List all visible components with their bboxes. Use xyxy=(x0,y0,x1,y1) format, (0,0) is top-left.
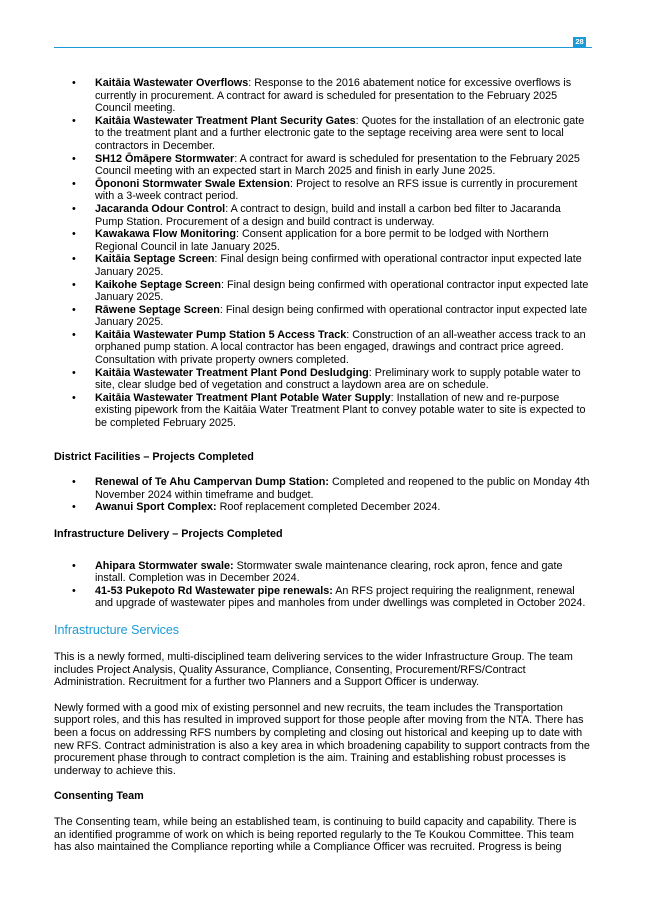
list-item xyxy=(54,253,590,278)
bullet-icon: • xyxy=(72,366,76,379)
item-text: : A contract for award is scheduled for presentation to the February 2025 Council meeting with an expected start in March 2025 and finish in early June 2025. xyxy=(95,152,580,178)
bullet-icon: • xyxy=(72,328,76,341)
item-title: Awanui Sport Complex: xyxy=(95,501,217,514)
list-item xyxy=(54,228,590,253)
paragraph-team-focus: Newly formed with a good mix of existing personnel and new recruits, the team includes the Transportation support roles, and this has resulted in improved support for those people after moving from the NTA. There has been a focus on addressing RFS numbers by completing and closing out historical and keeping up to date with new RFS. Contract administration is also a key area in which broadening capability to support contracts from the procurement phase through to contract completion is the aim. Training and establishing robust processes is underway to achieve this. xyxy=(54,701,590,777)
item-text: : Final design being confirmed with operational contractor input expected late January 2025. xyxy=(95,278,589,304)
bullet-icon: • xyxy=(72,152,76,165)
list-item xyxy=(54,476,590,501)
page-number: 28 xyxy=(573,37,586,47)
paragraph-consenting: The Consenting team, while being an established team, is continuing to build capacity and capability. There is an identified programme of work on which is being reported regularly to the Te Koukou Committee. This team has also maintained the Compliance reporting while a Compliance Officer was recruited. Progress is being xyxy=(54,815,577,854)
consenting-team-heading: Consenting Team xyxy=(54,790,144,803)
item-title: Kaitāia Wastewater Treatment Plant Potable Water Supply xyxy=(95,391,391,404)
list-item xyxy=(54,392,590,430)
item-title: Kaitāia Wastewater Overflows xyxy=(95,77,249,89)
list-item xyxy=(54,203,590,228)
list-item xyxy=(54,77,590,115)
item-title: SH12 Ōmāpere Stormwater xyxy=(95,152,235,165)
item-text: : Project to resolve an RFS issue is currently in procurement with a 3-week contract period. xyxy=(95,177,578,203)
header-rule xyxy=(54,47,592,48)
paragraph-team-overview: This is a newly formed, multi-disciplined team delivering services to the wider Infrastructure Group. The team includes Project Analysis, Quality Assurance, Compliance, Consenting, Procurement/RFS/Contract Administration. Recruitment for a further two Planners and a Support Officer is underway. xyxy=(54,650,573,689)
item-title: 41-53 Pukepoto Rd Wastewater pipe renewals: xyxy=(95,584,333,597)
infrastructure-project-list xyxy=(54,560,590,610)
district-project-list xyxy=(54,476,590,514)
item-title: Ōpononi Stormwater Swale Extension xyxy=(95,177,290,190)
item-text: : Installation of new and re-purpose existing pipework from the Kaitāia Water Treatment Plant to convey potable water to site is expected to be completed February 2025. xyxy=(95,391,586,430)
item-text: : Construction of an all-weather access track to an orphaned pump station. A local contractor has been engaged, drawings and contract price agreed. Consultation with private property owners completed. xyxy=(95,328,586,367)
bullet-icon: • xyxy=(72,559,76,572)
item-text: : Response to the 2016 abatement notice for excessive overflows is currently in procurement. A contract for award is scheduled for presentation to the February 2025 Council meeting. xyxy=(95,77,572,115)
section-title: Infrastructure Services xyxy=(54,622,180,637)
infrastructure-delivery-heading: Infrastructure Delivery – Projects Completed xyxy=(54,528,283,540)
bullet-icon: • xyxy=(72,584,76,597)
district-facilities-heading: District Facilities – Projects Completed xyxy=(54,450,254,463)
page-content xyxy=(54,77,590,854)
item-text: : Preliminary work to supply potable water to site, clear sludge bed of vegetation and construct a laydown area are on schedule. xyxy=(95,366,581,392)
top-project-list xyxy=(54,77,590,430)
bullet-icon: • xyxy=(72,114,76,127)
item-text: Roof replacement completed December 2024. xyxy=(216,501,441,514)
item-title: Jacaranda Odour Control xyxy=(95,202,226,215)
item-text: : Final design being confirmed with operational contractor input expected late January 2025. xyxy=(95,303,588,329)
bullet-icon: • xyxy=(72,391,76,404)
bullet-icon: • xyxy=(72,77,76,89)
list-item xyxy=(54,367,590,392)
bullet-icon: • xyxy=(72,278,76,291)
list-item xyxy=(54,115,590,153)
list-item xyxy=(54,329,590,367)
bullet-icon: • xyxy=(72,476,76,489)
list-item xyxy=(54,153,590,178)
item-title: Kawakawa Flow Monitoring xyxy=(95,228,236,241)
list-item xyxy=(54,279,590,304)
item-title: Kaitāia Wastewater Pump Station 5 Access Track xyxy=(95,328,347,341)
item-title: Ahipara Stormwater swale: xyxy=(95,559,234,572)
item-title: Kaitāia Wastewater Treatment Plant Pond Desludging xyxy=(95,366,369,379)
item-text: Completed and reopened to the public on Monday 4th November 2024 within timeframe and budget. xyxy=(95,476,590,501)
list-item xyxy=(54,304,590,329)
bullet-icon: • xyxy=(72,253,76,266)
bullet-icon: • xyxy=(72,202,76,215)
item-text: An RFS project requiring the realignment, renewal and upgrade of wastewater pipes and manholes from under dwellings was completed in October 2024. xyxy=(95,584,586,610)
bullet-icon: • xyxy=(72,177,76,190)
bullet-icon: • xyxy=(72,228,76,241)
item-title: Renewal of Te Ahu Campervan Dump Station: xyxy=(95,476,329,489)
item-text: : A contract to design, build and install a carbon bed filter to Jacaranda Pump Station. Procurement of a design and build contract is underway. xyxy=(95,202,561,228)
list-item xyxy=(54,585,590,610)
item-text: : Quotes for the installation of an electronic gate to the treatment plant and a further electronic gate to the septage receiving area were sent to local contractors in December. xyxy=(95,114,585,152)
item-text: : Final design being confirmed with operational contractor input expected late January 2025. xyxy=(95,253,582,278)
bullet-icon: • xyxy=(72,501,76,514)
list-item xyxy=(54,501,590,514)
bullet-icon: • xyxy=(72,303,76,316)
item-title: Rāwene Septage Screen xyxy=(95,303,220,316)
item-title: Kaitāia Wastewater Treatment Plant Security Gates xyxy=(95,114,356,127)
item-title: Kaitāia Septage Screen xyxy=(95,253,215,266)
item-title: Kaikohe Septage Screen xyxy=(95,278,222,291)
item-text: Stormwater swale maintenance clearing, rock apron, fence and gate install. Completion was in December 2024. xyxy=(95,559,563,585)
item-text: : Consent application for a bore permit to be lodged with Northern Regional Council in late January 2025. xyxy=(95,228,549,253)
list-item xyxy=(54,178,590,203)
list-item xyxy=(54,560,590,585)
